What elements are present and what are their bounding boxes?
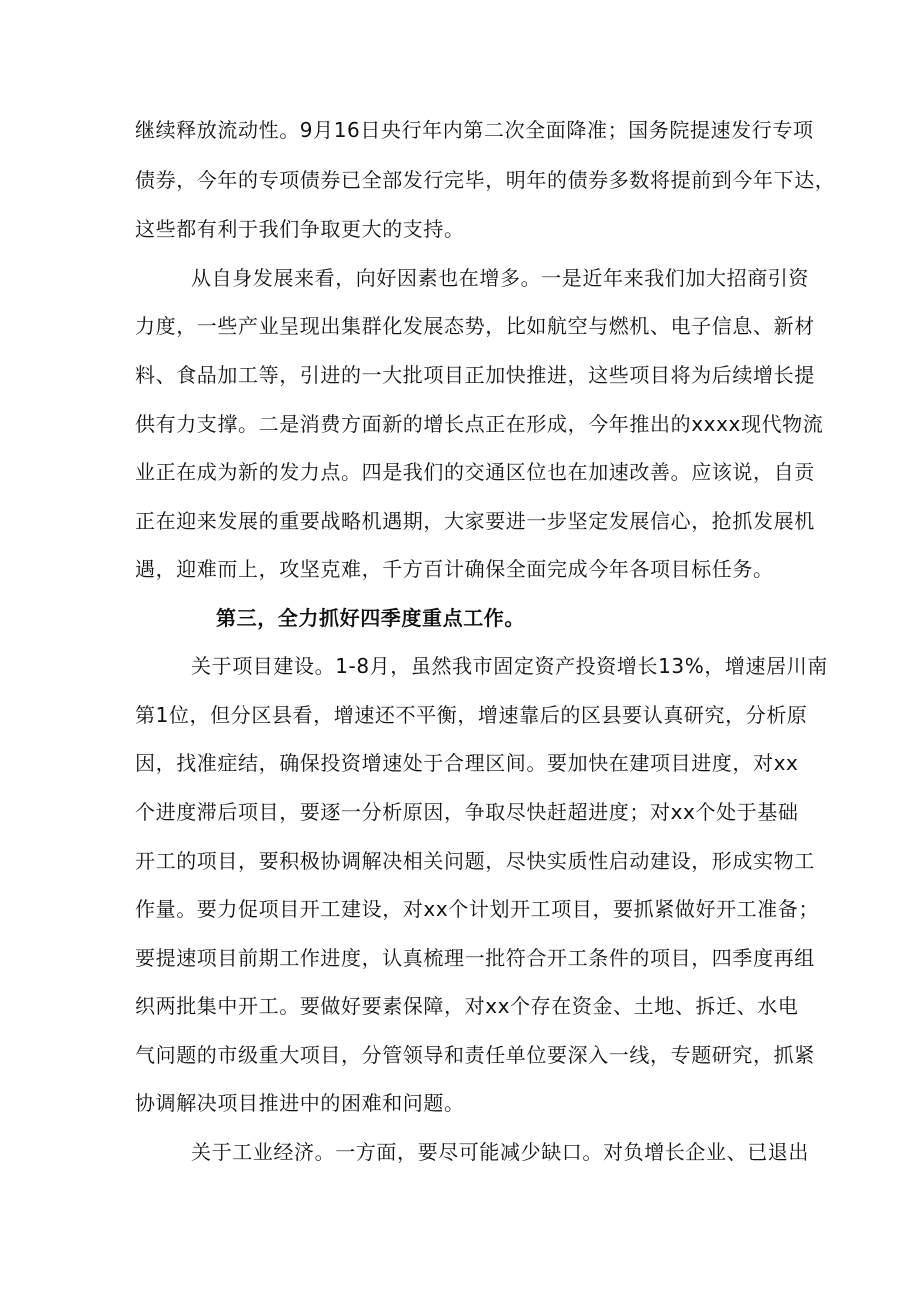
paragraph-line: 继续释放流动性。9月16日央行年内第二次全面降准；国务院提速发行专项: [135, 118, 814, 142]
paragraph-line: 开工的项目，要积极协调解决相关问题，尽快实质性启动建设，形成实物工: [135, 849, 815, 873]
paragraph-line: 业正在成为新的发力点。四是我们的交通区位也在加速改善。应该说，自贡: [135, 460, 815, 484]
document-body: [135, 0, 836, 1301]
paragraph-line: 债券，今年的专项债券已全部发行完毕，明年的债券多数将提前到今年下达，: [135, 168, 836, 192]
paragraph-line: 料、食品加工等，引进的一大批项目正加快推进，这些项目将为后续增长提: [135, 363, 815, 387]
paragraph-line: 力度，一些产业呈现出集群化发展态势，比如航空与燃机、电子信息、新材: [135, 314, 815, 338]
paragraph-line: 气问题的市级重大项目，分管领导和责任单位要深入一线，专题研究，抓紧: [135, 1043, 815, 1067]
paragraph-line: 织两批集中开工。要做好要素保障，对xx个存在资金、土地、拆迁、水电: [135, 994, 799, 1018]
paragraph-line: 协调解决项目推进中的困难和问题。: [135, 1091, 465, 1115]
paragraph-line: 第1位，但分区县看，增速还不平衡，增速靠后的区县要认真研究，分析原: [135, 703, 808, 727]
paragraph-line: 作量。要力促项目开工建设，对xx个计划开工项目，要抓紧做好开工准备；: [135, 897, 820, 921]
paragraph-line: 要提速项目前期工作进度，认真梳理一批符合开工条件的项目，四季度再组: [135, 946, 815, 970]
paragraph-line: 从自身发展来看，向好因素也在增多。一是近年来我们加大招商引资: [191, 266, 809, 290]
section-heading: 第三，全力抓好四季度重点工作。: [216, 606, 525, 630]
paragraph-line: 关于项目建设。1-8月，虽然我市固定资产投资增长13%，增速居川南: [191, 654, 828, 678]
paragraph-line: 这些都有利于我们争取更大的支持。: [135, 217, 465, 241]
paragraph-line: 个进度滞后项目，要逐一分析原因，争取尽快赶超进度；对xx个处于基础: [135, 800, 799, 824]
paragraph-line: 关于工业经济。一方面，要尽可能减少缺口。对负增长企业、已退出: [191, 1140, 809, 1164]
paragraph-line: 供有力支撑。二是消费方面新的增长点正在形成，今年推出的xxxx现代物流: [135, 412, 824, 436]
paragraph-line: 遇，迎难而上，攻坚克难，千方百计确保全面完成今年各项目标任务。: [135, 557, 774, 581]
paragraph-line: 因，找准症结，确保投资增速处于合理区间。要加快在建项目进度，对xx: [135, 751, 799, 775]
paragraph-line: 正在迎来发展的重要战略机遇期，大家要进一步坚定发展信心，抢抓发展机: [135, 509, 815, 533]
